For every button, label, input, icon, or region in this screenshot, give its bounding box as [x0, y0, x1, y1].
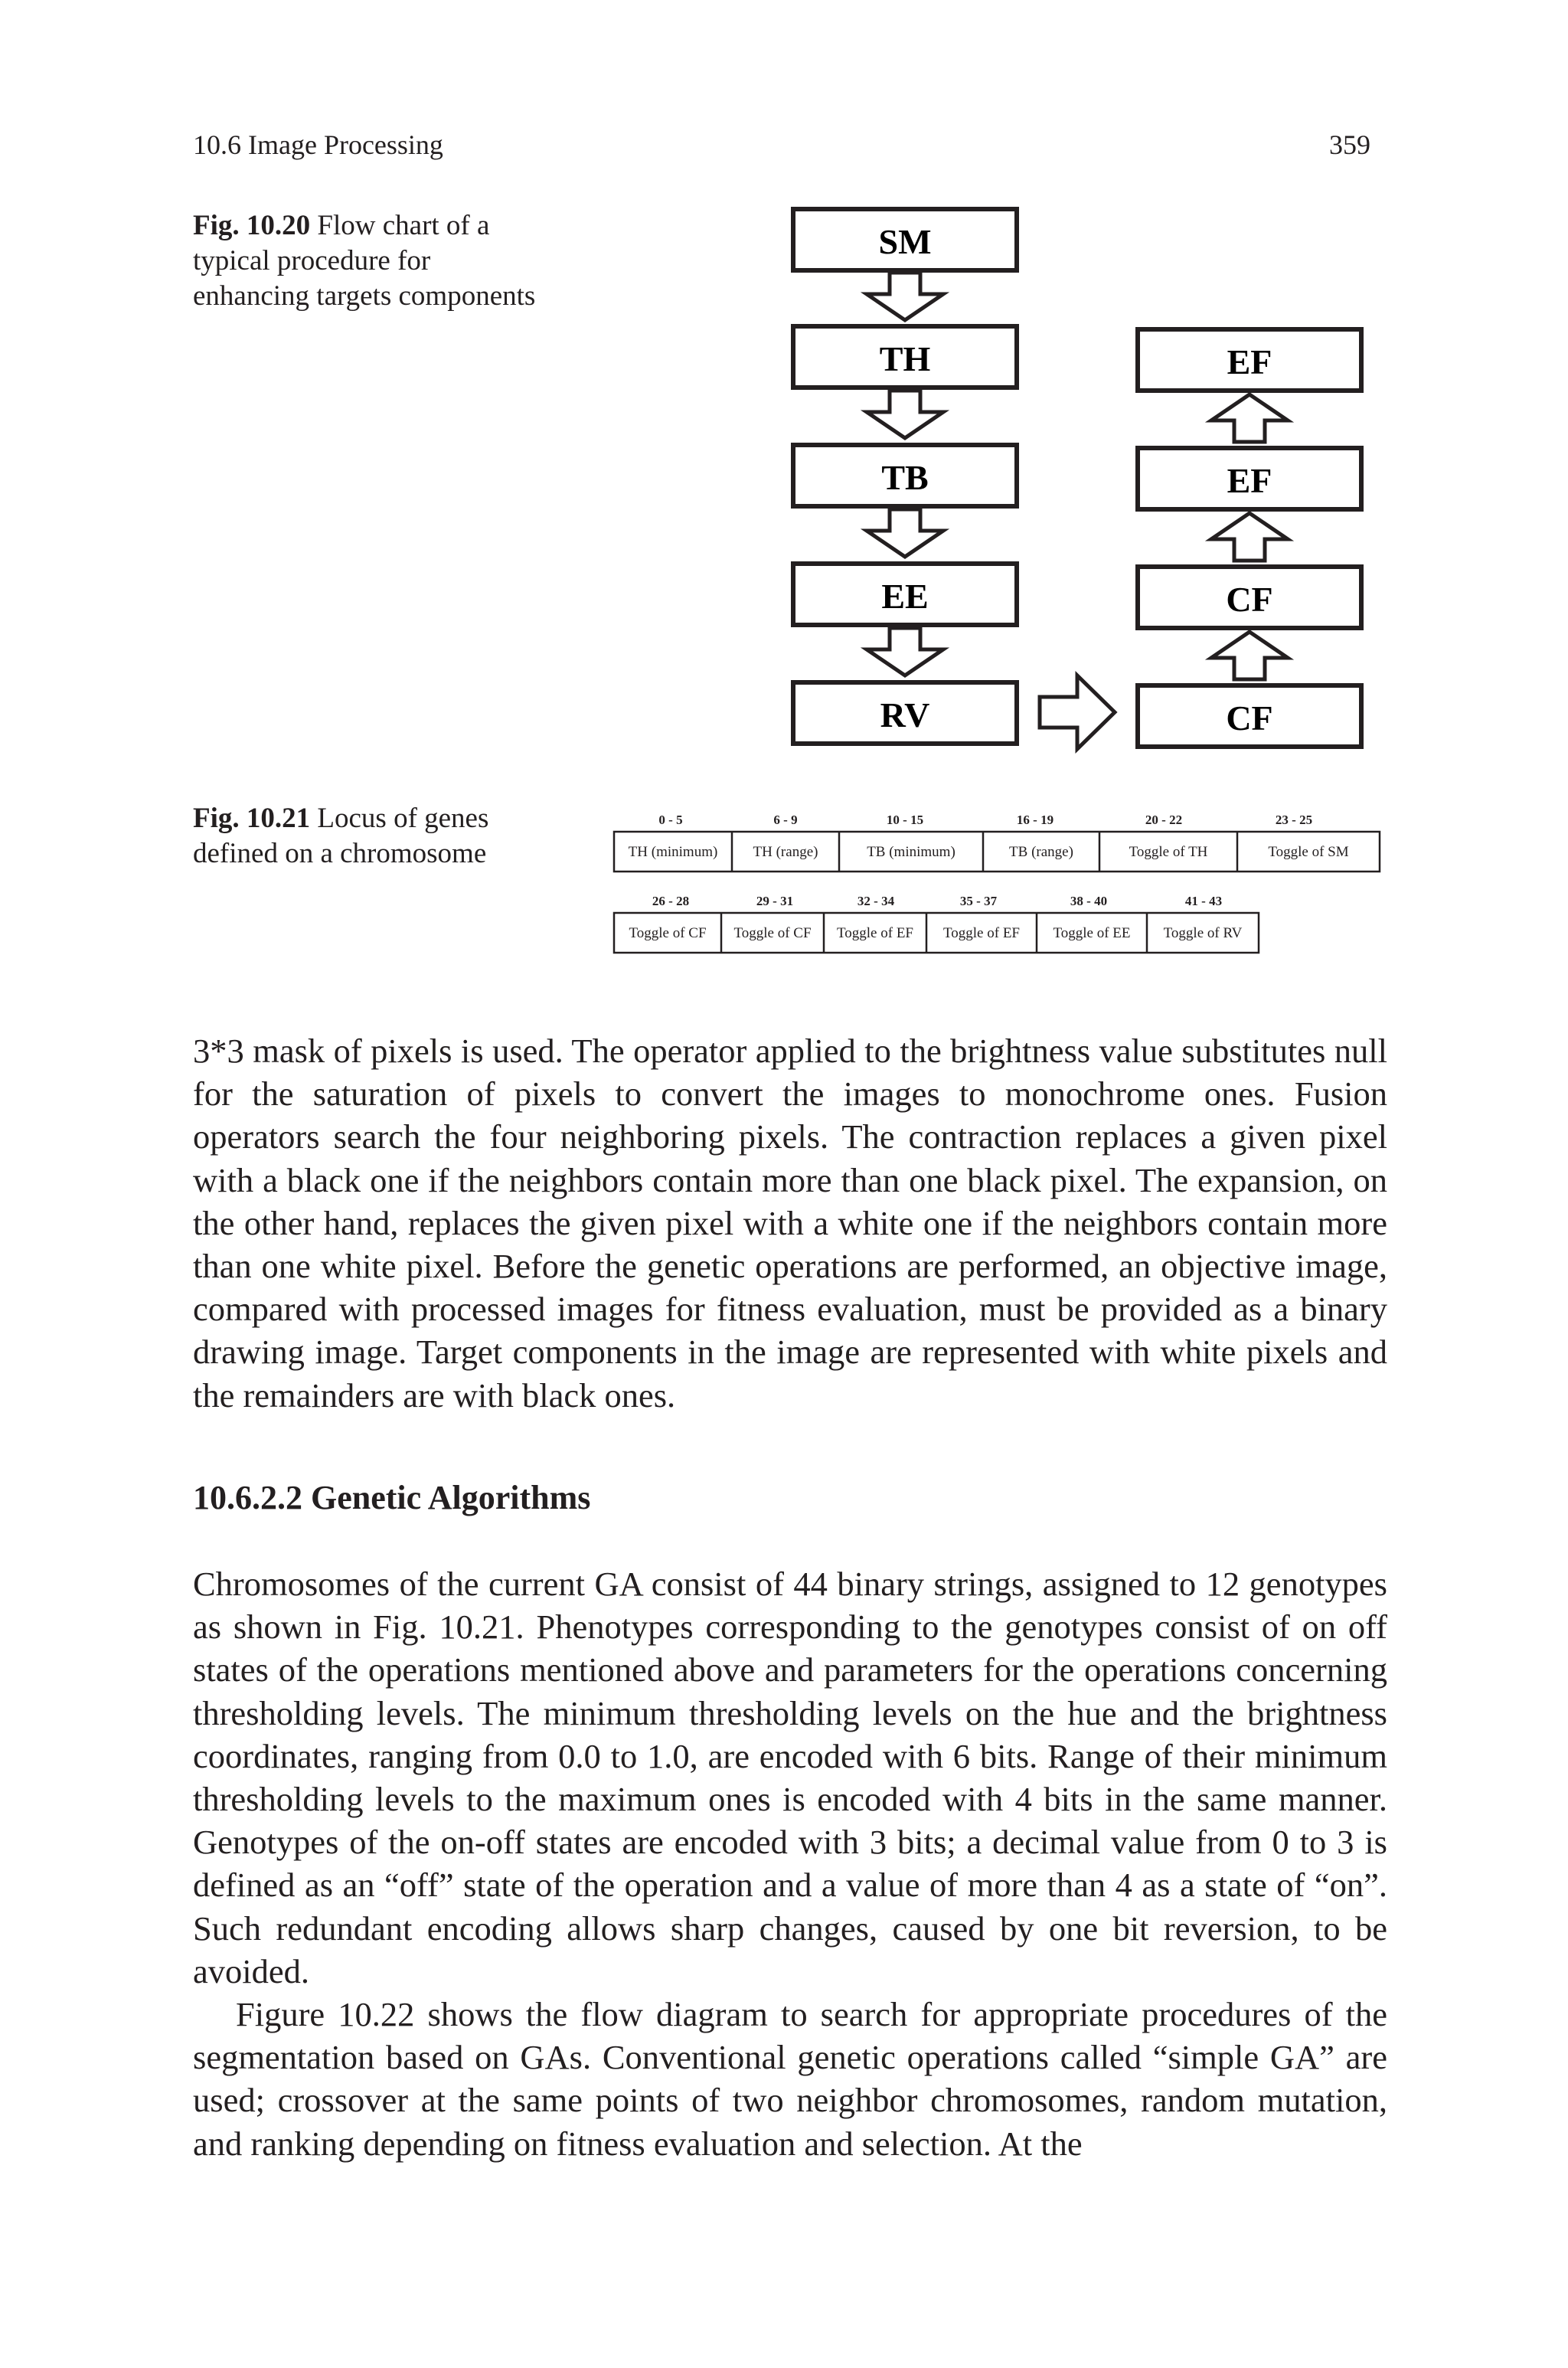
fig-10-21-caption [193, 801, 545, 872]
flow-box-5 [793, 682, 1017, 744]
down-arrow-icon [867, 273, 943, 320]
up-arrow-icon [1211, 394, 1288, 442]
section-heading: 10.6.2.2 Genetic Algorithms [193, 1479, 591, 1516]
gene-cell: Toggle of EF [837, 925, 913, 941]
body-paragraphs-2-3 [193, 1562, 1387, 2165]
down-arrow-icon [867, 391, 943, 438]
gene-range: 41 - 43 [1184, 894, 1223, 908]
right-arrow-icon [1040, 675, 1115, 749]
gene-range: 23 - 25 [1275, 813, 1313, 827]
flow-box-7-label: EF [1227, 461, 1272, 500]
gene-range: 16 - 19 [1016, 813, 1054, 827]
gene-cell: Toggle of RV [1163, 925, 1243, 941]
down-arrow-icon [867, 628, 943, 675]
gene-range: 35 - 37 [959, 894, 998, 908]
gene-range: 10 - 15 [886, 813, 924, 827]
flow-box-2 [793, 326, 1017, 388]
gene-range: 38 - 40 [1070, 894, 1108, 908]
flow-box-1-label: SM [878, 222, 932, 261]
up-arrow-icon [1211, 513, 1288, 561]
flow-box-5-label: RV [880, 695, 930, 734]
gene-cell: Toggle of SM [1268, 844, 1349, 860]
gene-range: 26 - 28 [652, 894, 690, 908]
gene-cell: TH (range) [753, 844, 818, 860]
flow-box-9-label: CF [1226, 698, 1273, 738]
fig-10-20-label: Fig. 10.20 [193, 210, 311, 241]
flow-box-6 [1138, 329, 1361, 391]
flow-box-3-label: TB [881, 458, 929, 497]
down-arrow-icon [867, 509, 943, 557]
gene-cell: TB (minimum) [867, 844, 956, 860]
paragraph-text: 3*3 mask of pixels is used. The operator applied to the brightness value substitutes null for the saturation of pixels to convert the images to monochrome ones. Fusion operators search the four neighboring pixels. The contraction replaces a given pixel with a black one if the neighbors contain more than one black pixel. The expansion, on the other hand, replaces the given pixel with a white one if the neighbors contain more than one white pixel. Before the genetic operations are performed, an objective image, compared with processed images for fitness evaluation, must be provided as a binary drawing image. Target components in the image are represented with white pixels and the remainders are with black ones. [193, 1032, 1387, 1415]
flow-box-4-label: EE [881, 577, 929, 616]
gene-range: 6 - 9 [773, 813, 798, 827]
flow-box-4 [793, 564, 1017, 625]
gene-cell: Toggle of CF [733, 925, 812, 941]
fig-10-20-caption [193, 208, 553, 314]
flow-box-2-label: TH [879, 339, 931, 378]
gene-cell: TB (range) [1009, 844, 1073, 860]
body-paragraph-1 [193, 1029, 1387, 1417]
fig-10-21-label: Fig. 10.21 [193, 803, 311, 834]
gene-row-1 [614, 832, 1380, 872]
gene-range: 0 - 5 [658, 813, 683, 827]
up-arrow-icon [1211, 632, 1288, 679]
fig-10-21-caption-text: Locus of genes defined on a chromosome [193, 803, 489, 869]
gene-cell: Toggle of EF [943, 925, 1020, 941]
fig-10-20-flowchart [781, 198, 1393, 764]
gene-range: 32 - 34 [857, 894, 895, 908]
flow-box-1 [793, 209, 1017, 270]
gene-range: 20 - 22 [1145, 813, 1183, 827]
gene-range: 29 - 31 [756, 894, 794, 908]
flow-box-3 [793, 445, 1017, 506]
flow-box-9 [1138, 685, 1361, 747]
fig-10-20-caption-text: Flow chart of a typical procedure for enhancing targets components [193, 210, 536, 312]
paragraph-text: Chromosomes of the current GA consist of 44 binary strings, assigned to 12 genotypes as shown in Fig. 10.21. Phenotypes corresponding to the genotypes consist of on off states of the operations mentioned above and parameters for the operations concerning thresholding levels. The minimum thresholding levels on the hue and the brightness coordinates, ranging from 0.0 to 1.0, are encoded with 6 bits. Range of their minimum thresholding levels to the maximum ones is encoded with 4 bits in the same manner. Genotypes of the on-off states are encoded with 3 bits; a decimal value from 0 to 3 is defined as an “off” state of the operation and a value of more than 4 as a state of “on”. Such redundant encoding allows sharp changes, caused by one bit reversion, to be avoided. [193, 1565, 1387, 1990]
flow-box-8-label: CF [1226, 580, 1273, 619]
gene-cell: Toggle of EE [1053, 925, 1131, 941]
flow-box-8 [1138, 567, 1361, 628]
fig-10-21-chromosome [605, 804, 1393, 965]
gene-cell: TH (minimum) [628, 844, 718, 860]
flow-box-7 [1138, 448, 1361, 509]
paragraph-text: Figure 10.22 shows the flow diagram to search for appropriate procedures of the segmentation based on GAs. Conventional genetic operations called “simple GA” are used; crossover at the same points of two neighbor chromosomes, random mutation, and ranking depending on fitness evaluation and selection. At the [193, 1995, 1387, 2163]
flow-box-6-label: EF [1227, 342, 1272, 381]
page-number: 359 [1329, 129, 1370, 160]
running-header-section: 10.6 Image Processing [193, 129, 443, 160]
gene-cell: Toggle of CF [629, 925, 707, 941]
gene-row-2 [614, 913, 1259, 953]
gene-cell: Toggle of TH [1129, 844, 1208, 860]
